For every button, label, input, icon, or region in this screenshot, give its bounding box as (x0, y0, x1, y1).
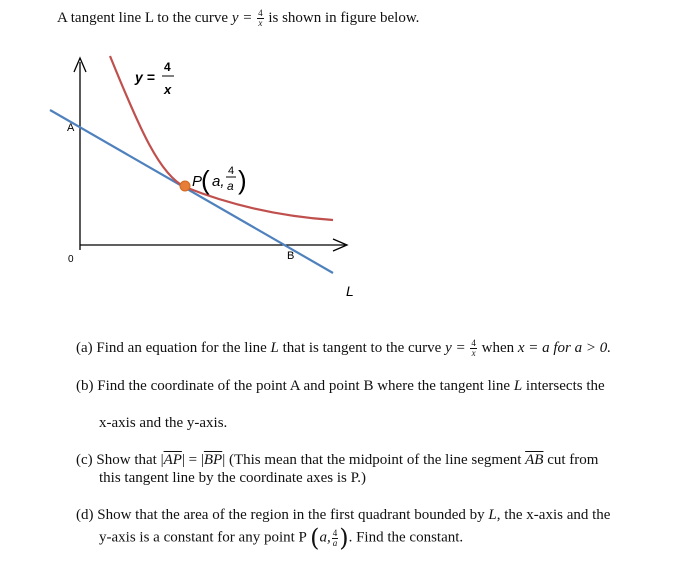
question-a-frac-num: 4 (471, 338, 476, 348)
tangent-line-L (50, 110, 333, 273)
intro-frac-den: x (258, 18, 263, 28)
point-P-letter: P (192, 173, 203, 190)
point-frac-num: 4 (228, 165, 235, 177)
question-b (76, 378, 605, 395)
intro-y-eq: y = (231, 9, 253, 26)
intro-frac-num: 4 (258, 8, 263, 18)
question-b-L: L (513, 378, 523, 394)
question-c-text2: | (This mean that the midpoint of the line segment (222, 452, 526, 468)
label-line-L: L (346, 283, 354, 299)
question-d-right-paren: ) (339, 524, 349, 552)
question-c-AP: $\overline{AP}$ (163, 452, 182, 468)
question-a (76, 339, 611, 358)
tangent-point-P (180, 181, 190, 191)
question-d-frac-num: 4 (332, 527, 338, 538)
question-b-text2: intersects the (522, 378, 605, 394)
question-c-text1: (c) Show that | (76, 452, 164, 468)
label-point-A: A (67, 122, 75, 134)
curve-label-y: y = (135, 69, 155, 85)
question-c-mid: | = | (181, 452, 204, 468)
question-d (76, 507, 610, 524)
question-c-BP: $\overline{BP}$ (203, 452, 223, 468)
point-a: a, (212, 173, 225, 190)
question-b-text1: (b) Find the coordinate of the point A and point B where the tangent line (76, 378, 514, 394)
question-d-left-paren: ( (310, 524, 320, 552)
label-point-B: B (287, 250, 295, 262)
question-d-text1: (d) Show that the area of the region in the first quadrant bounded by (76, 507, 489, 523)
question-c-text3: cut from (543, 452, 599, 468)
question-a-L: L (270, 339, 279, 356)
question-a-text2: that is tangent to the curve (278, 339, 446, 356)
question-c-line2: this tangent line by the coordinate axes is P.) (99, 470, 367, 486)
point-frac-den: a (227, 179, 234, 193)
question-c (76, 452, 598, 469)
question-d-L: L (488, 507, 497, 523)
question-d-frac-den: a (332, 537, 338, 548)
question-a-frac-den: x (471, 348, 476, 358)
question-a-condition: x = a for a > 0. (517, 339, 612, 356)
label-origin: 0 (68, 254, 74, 265)
question-a-fraction (470, 339, 477, 358)
question-a-text1: (a) Find an equation for the line (76, 339, 271, 356)
question-c-AB: $\overline{AB}$ (525, 452, 544, 468)
question-d-line2 (99, 524, 463, 552)
question-d-line2-end: . Find the constant. (348, 529, 464, 546)
question-d-point-a: a, (319, 529, 331, 546)
question-d-fraction (332, 529, 339, 548)
point-left-paren: ( (201, 165, 210, 195)
question-a-y-eq: y = (445, 339, 466, 356)
question-d-text2: , the x-axis and the (496, 507, 611, 523)
question-a-text3: when (477, 339, 518, 356)
question-b-line2: x-axis and the y-axis. (99, 415, 228, 431)
curve-label-num: 4 (164, 60, 171, 74)
curve-label-den: x (164, 82, 172, 97)
intro-text-after: is shown in figure below. (264, 9, 420, 26)
question-d-line2-text: y-axis is a constant for any point P (99, 529, 311, 546)
intro-text-before: A tangent line L to the curve (57, 9, 232, 26)
point-right-paren: ) (238, 165, 247, 195)
